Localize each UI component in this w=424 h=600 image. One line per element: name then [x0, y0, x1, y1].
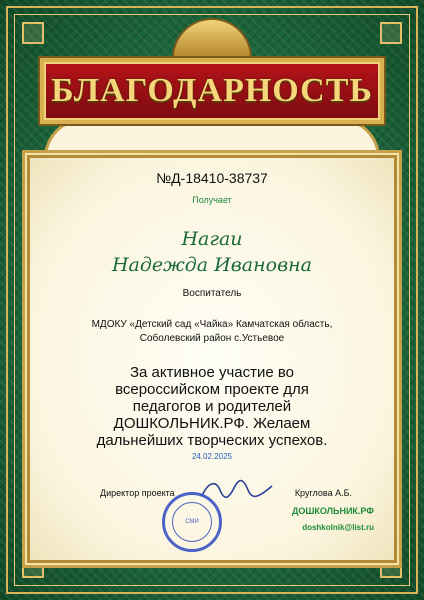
message-line-2: всероссийском проекте для	[115, 381, 309, 398]
organization-line-2: Соболевский район с.Устьевое	[139, 333, 285, 344]
recipient-surname: Нагаи	[181, 228, 243, 250]
corner-ornament-top-right	[380, 22, 402, 44]
recipient-given-names: Надежда Ивановна	[111, 254, 312, 276]
organization	[42, 318, 382, 346]
message-line-1: За активное участие во	[129, 364, 295, 381]
stamp-center: СМИ	[172, 502, 212, 542]
page-title: БЛАГОДАРНОСТЬ	[51, 72, 373, 109]
message-line-5: дальнейших творческих успехов.	[96, 432, 328, 449]
message-line-4: ДОШКОЛЬНИК.РФ. Желаем	[113, 415, 311, 432]
recipient-position: Воспитатель	[182, 288, 242, 299]
site-name: ДОШКОЛЬНИК.РФ	[291, 506, 374, 516]
signer-name: Круглова А.Б.	[294, 488, 352, 498]
contact-email: doshkolnik@list.ru	[302, 523, 374, 532]
official-stamp-icon	[162, 492, 222, 552]
title-banner	[40, 58, 384, 124]
gratitude-message	[42, 364, 382, 449]
receives-label: Получает	[192, 195, 232, 205]
certificate-content	[22, 150, 402, 568]
certificate-number: №Д-18410-38737	[156, 170, 268, 186]
issue-date: 24.02.2025	[191, 452, 233, 461]
organization-line-1: МДОКУ «Детский сад «Чайка» Камчатская область,	[91, 319, 333, 330]
message-line-3: педагогов и родителей	[132, 398, 292, 415]
director-label: Директор проекта	[100, 488, 175, 498]
corner-ornament-top-left	[22, 22, 44, 44]
